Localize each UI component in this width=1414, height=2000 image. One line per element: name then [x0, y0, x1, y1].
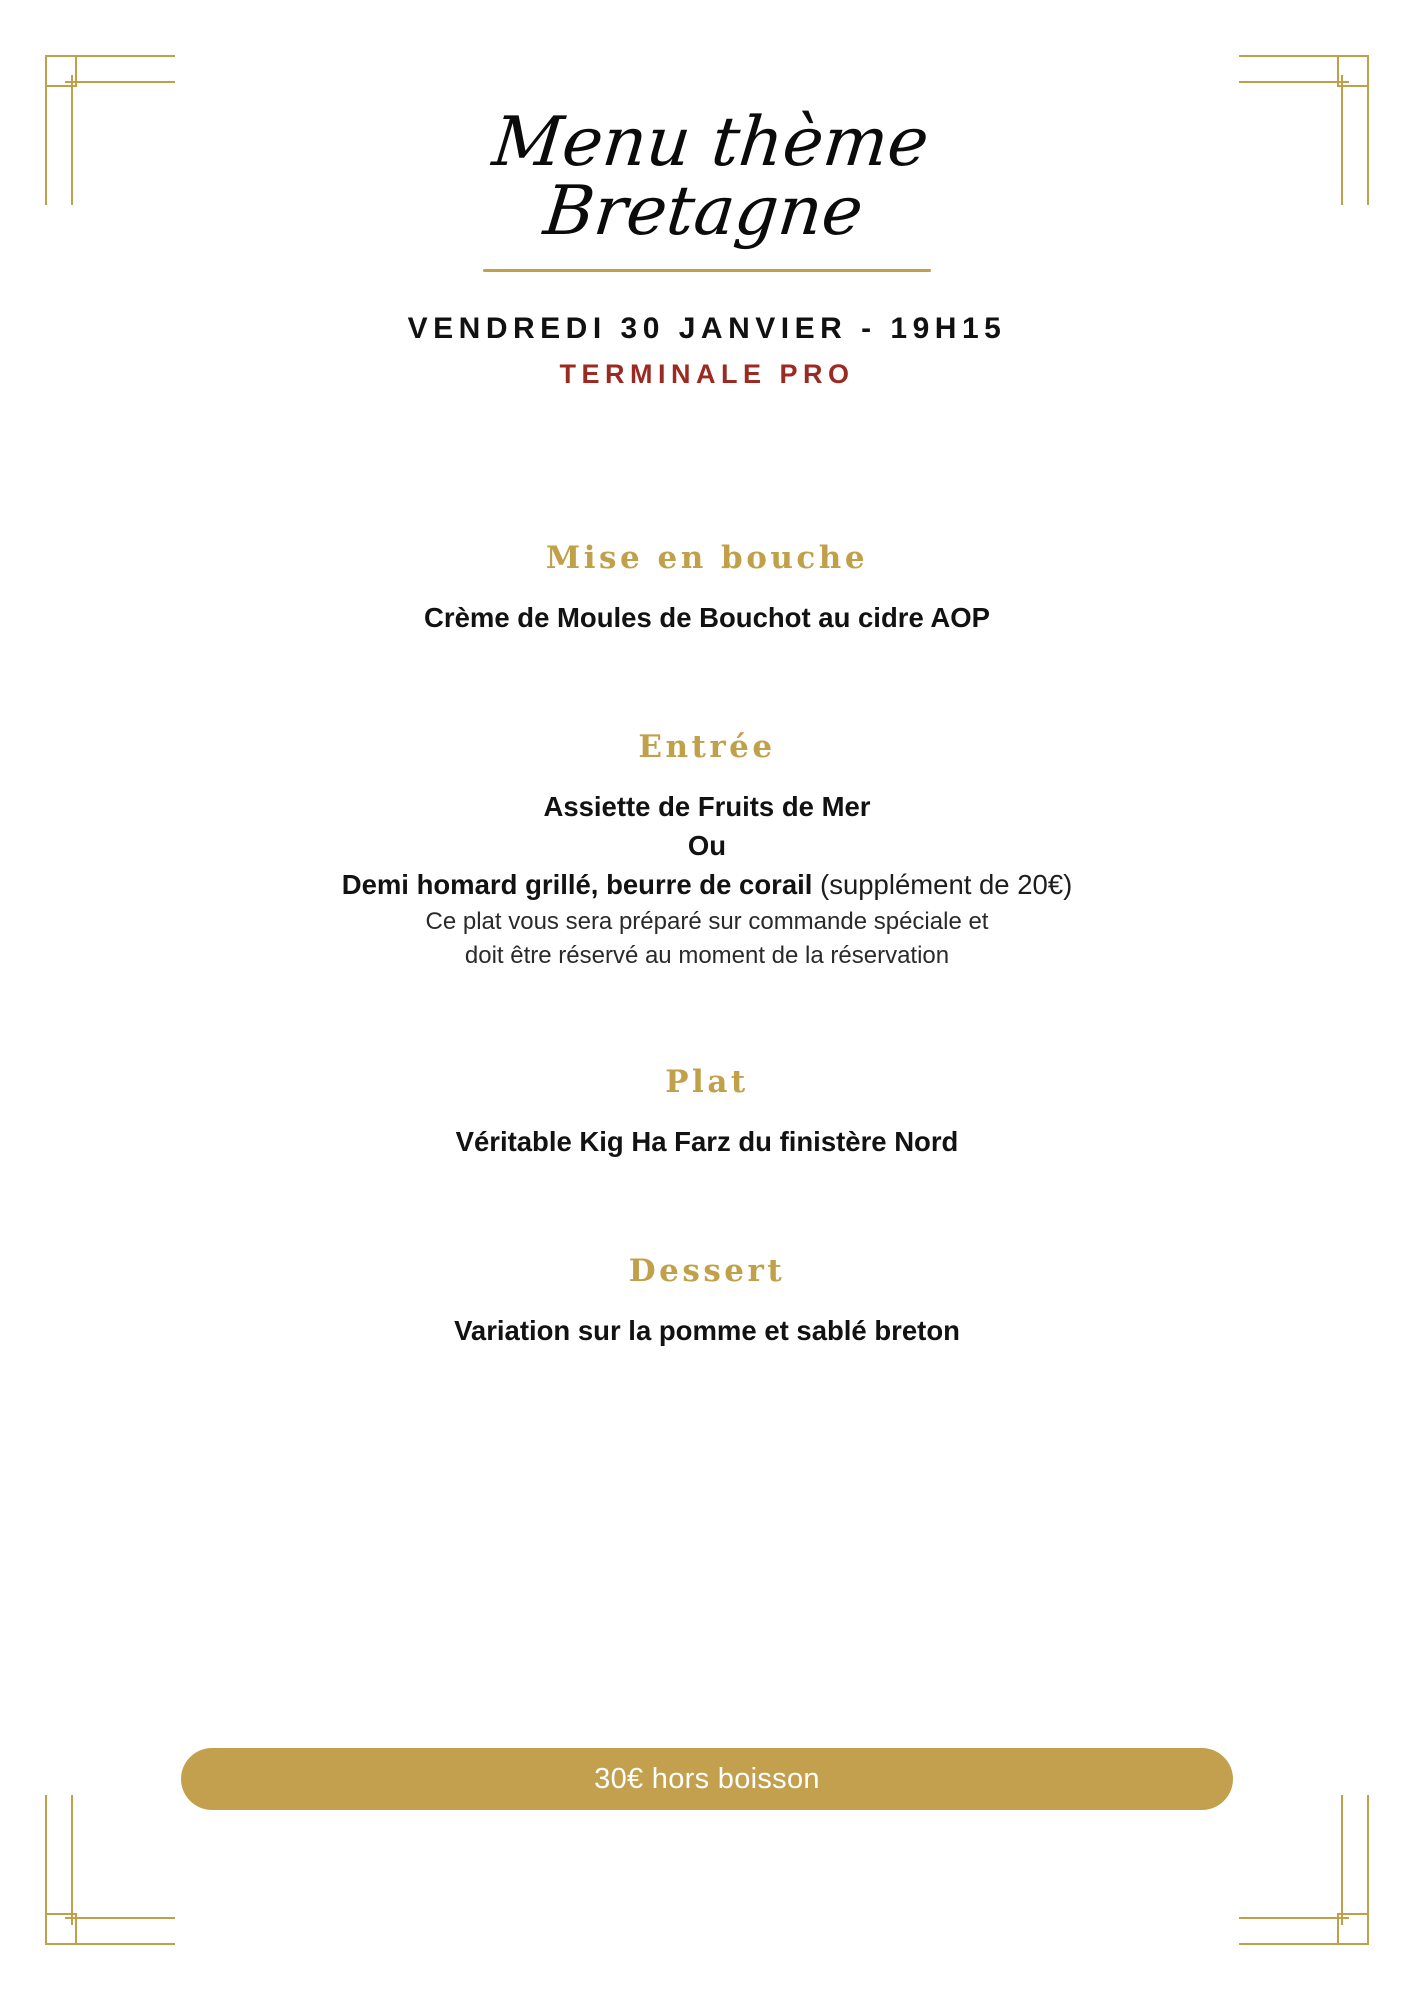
dish-item — [0, 787, 1414, 826]
dish-list — [0, 1311, 1414, 1350]
course-heading: Entrée — [638, 728, 776, 765]
course-spacer — [0, 1161, 1414, 1253]
dish-note: doit être réservé au moment de la réservation — [464, 941, 950, 969]
dish-name: Assiette de Fruits de Mer — [543, 790, 871, 822]
ornament-square — [45, 1913, 77, 1945]
ornament-line-vertical-outer — [45, 1795, 47, 1945]
ornament-line-vertical-inner — [71, 1795, 73, 1925]
dish-name: Crème de Moules de Bouchot au cidre AOP — [424, 601, 990, 633]
course-heading: Plat — [665, 1063, 749, 1100]
price-banner — [181, 1748, 1233, 1810]
course-section — [0, 540, 1414, 637]
course-section — [0, 729, 1414, 972]
dish-supplement: (supplément de 20€) — [812, 868, 1073, 900]
course-heading: Mise en bouche — [545, 539, 869, 576]
ornament-line-horizontal-inner — [1239, 1917, 1349, 1919]
dish-list — [0, 598, 1414, 637]
course-heading: Dessert — [628, 1252, 786, 1289]
ornament-line-vertical-outer — [1367, 1795, 1369, 1945]
dish-item — [0, 598, 1414, 637]
dish-name: Variation sur la pomme et sablé breton — [454, 1314, 960, 1346]
dish-item — [0, 1122, 1414, 1161]
course-spacer — [0, 637, 1414, 729]
course-section — [0, 1253, 1414, 1350]
course-list — [0, 540, 1414, 1350]
ornament-square — [1337, 1913, 1369, 1945]
dish-note: Ce plat vous sera préparé sur commande spéciale et — [425, 907, 989, 935]
dish-item — [0, 1311, 1414, 1350]
menu-title-line-2: Bretagne — [540, 172, 867, 252]
ornament-line-horizontal-outer — [45, 1943, 175, 1945]
event-class: TERMINALE PRO — [559, 358, 855, 389]
price-label: 30€ hors boisson — [594, 1762, 820, 1795]
course-spacer — [0, 972, 1414, 1064]
ornament-line-horizontal-outer — [1239, 1943, 1369, 1945]
dish-list — [0, 1122, 1414, 1161]
page-title — [320, 103, 1095, 252]
menu-title-line-1: Menu thème — [488, 103, 933, 182]
dish-item — [0, 826, 1414, 865]
dish-item — [0, 865, 1414, 904]
title-divider — [483, 269, 931, 272]
dish-list — [0, 787, 1414, 972]
dish-name: Ou — [687, 829, 727, 861]
dish-name: Véritable Kig Ha Farz du finistère Nord — [455, 1125, 959, 1157]
course-section — [0, 1064, 1414, 1161]
ornament-line-horizontal-inner — [65, 1917, 175, 1919]
menu-header — [0, 0, 1414, 390]
dish-name: Demi homard grillé, beurre de corail — [341, 868, 813, 900]
event-date: VENDREDI 30 JANVIER - 19H15 — [407, 311, 1007, 345]
ornament-line-vertical-inner — [1341, 1795, 1343, 1925]
